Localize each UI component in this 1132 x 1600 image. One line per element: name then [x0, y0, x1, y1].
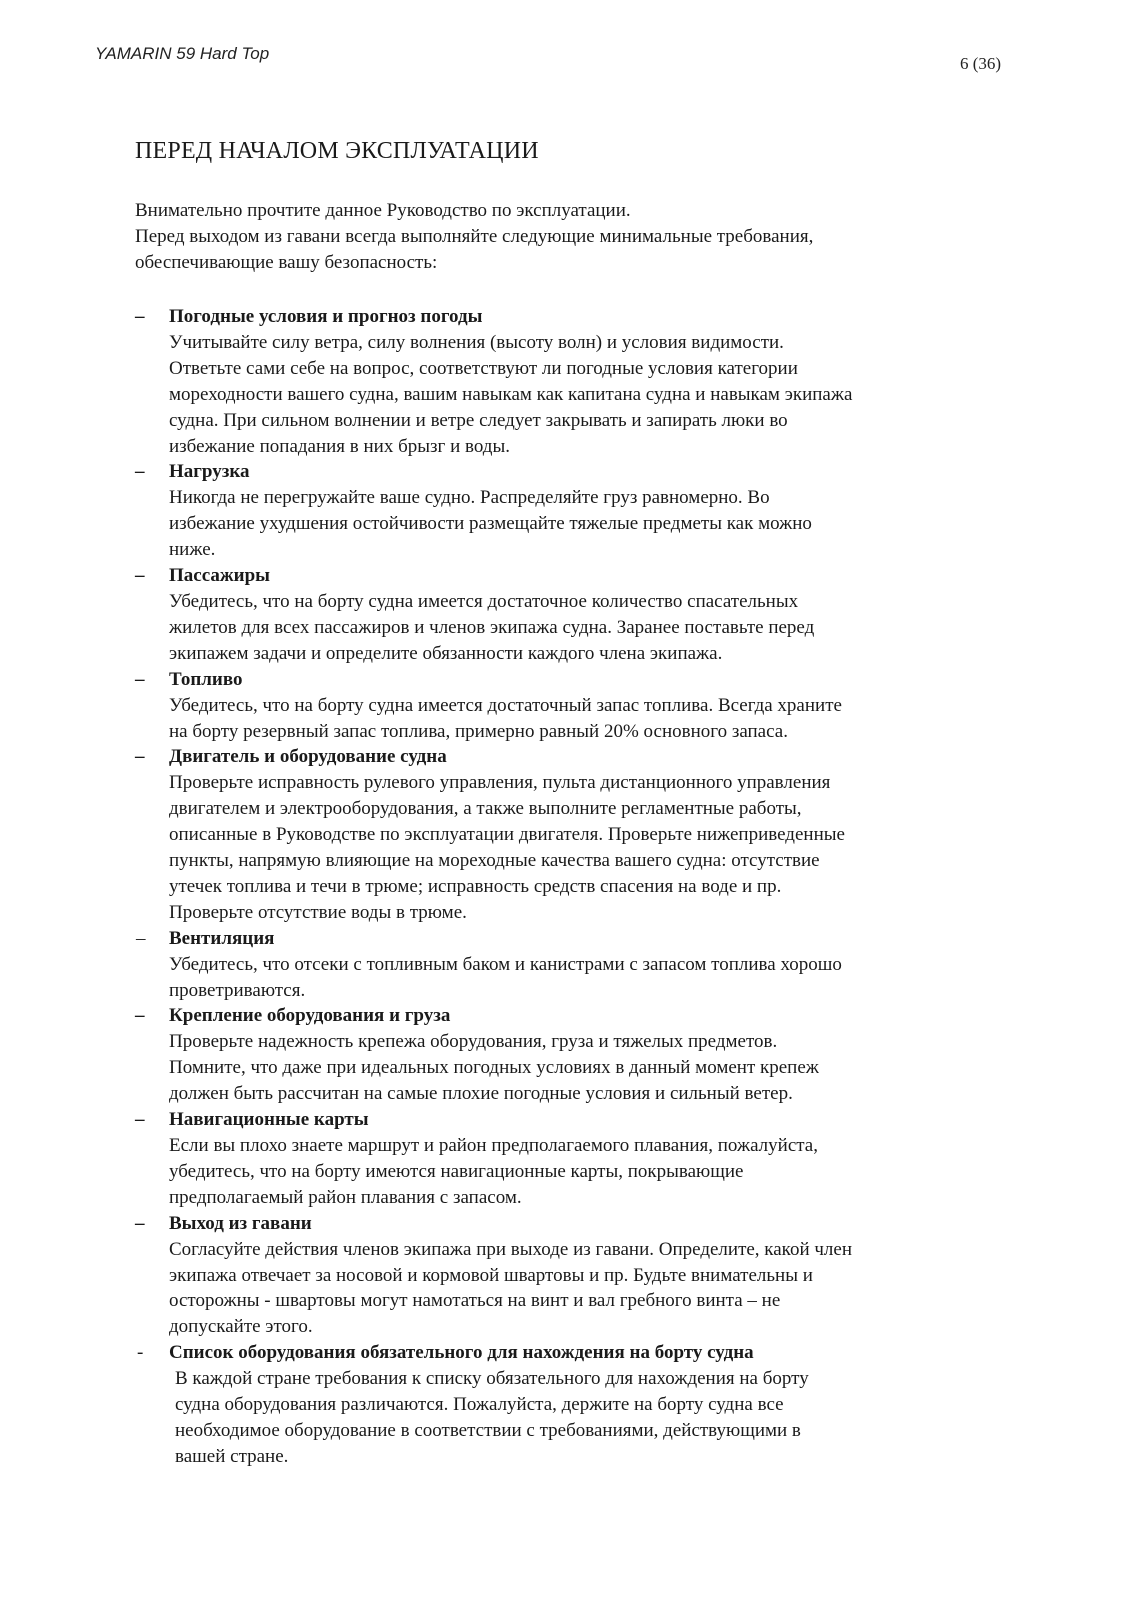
bullet-dash: –	[135, 1212, 145, 1234]
list-item-passengers	[135, 563, 852, 667]
item-title: Навигационные карты	[169, 1109, 369, 1131]
list-item-securing	[135, 1003, 852, 1107]
item-title: Нагрузка	[169, 461, 250, 483]
item-text	[169, 589, 852, 667]
text-line: описанные в Руководстве по эксплуатации двигателя. Проверьте нижеприведенные	[169, 824, 845, 846]
item-text	[169, 693, 852, 745]
text-line: Проверьте надежность крепежа оборудования, груза и тяжелых предметов.	[169, 1031, 778, 1053]
list-item-load	[135, 459, 852, 563]
list-item-departure	[135, 1211, 852, 1341]
item-text	[169, 1366, 852, 1470]
item-text	[169, 952, 852, 1004]
text-line: необходимое оборудование в соответствии с требованиями, действующими в	[175, 1419, 801, 1441]
text-line: Убедитесь, что на борту судна имеется достаточное количество спасательных	[169, 590, 799, 612]
intro-line: обеспечивающие вашу безопасность:	[135, 252, 438, 273]
item-title: Вентиляция	[169, 927, 275, 949]
item-title: Топливо	[169, 668, 243, 690]
list-item-charts	[135, 1107, 852, 1211]
bullet-hyphen: -	[137, 1342, 144, 1364]
bullet-dash: –	[135, 1005, 145, 1027]
bullet-dash: –	[135, 746, 145, 768]
bullet-dash: –	[135, 668, 145, 690]
document-title: YAMARIN 59 Hard Top	[95, 44, 270, 63]
item-text	[169, 1133, 852, 1211]
text-line: двигателем и электрооборудования, а также выполните регламентные работы,	[169, 798, 802, 820]
text-line: избежание ухудшения остойчивости размещайте тяжелые предметы как можно	[169, 513, 812, 535]
item-text	[169, 770, 852, 925]
text-line: Проверьте отсутствие воды в трюме.	[169, 901, 467, 923]
text-line: Проверьте исправность рулевого управления, пульта дистанционного управления	[169, 772, 831, 794]
text-line: Никогда не перегружайте ваше судно. Распределяйте груз равномерно. Во	[169, 487, 770, 509]
text-line: избежание попадания в них брызг и воды.	[169, 435, 510, 457]
bullet-dash: –	[135, 461, 145, 483]
text-line: экипажем задачи и определите обязанности каждого члена экипажа.	[169, 642, 723, 664]
text-line: проветриваются.	[169, 979, 306, 1001]
list-item-ventilation	[135, 926, 852, 1004]
item-text	[169, 485, 852, 563]
text-line: убедитесь, что на борту имеются навигационные карты, покрывающие	[169, 1160, 744, 1182]
text-line: Убедитесь, что на борту судна имеется достаточный запас топлива. Всегда храните	[169, 694, 842, 716]
item-title: Пассажиры	[169, 565, 271, 587]
item-title: Двигатель и оборудование судна	[169, 746, 447, 768]
item-text	[169, 1029, 852, 1107]
text-line: экипажа отвечает за носовой и кормовой швартовы и пр. Будьте внимательны и	[169, 1264, 813, 1286]
text-line: допускайте этого.	[169, 1316, 313, 1338]
text-line: утечек топлива и течи в трюме; исправность средств спасения на воде и пр.	[169, 875, 782, 897]
bullet-dash: –	[136, 927, 146, 949]
bullet-dash: –	[135, 565, 145, 587]
text-line: Ответьте сами себе на вопрос, соответствуют ли погодные условия категории	[169, 357, 798, 379]
text-line: Если вы плохо знаете маршрут и район предполагаемого плавания, пожалуйста,	[169, 1135, 818, 1156]
text-line: В каждой стране требования к списку обязательного для нахождения на борту	[175, 1368, 809, 1390]
text-line: должен быть рассчитан на самые плохие погодные условия и сильный ветер.	[169, 1083, 793, 1105]
text-line: ниже.	[169, 539, 216, 561]
text-line: пункты, напрямую влияющие на мореходные качества вашего судна: отсутствие	[169, 850, 820, 872]
intro-line: Перед выходом из гавани всегда выполняйте следующие минимальные требования,	[135, 226, 814, 247]
text-line: на борту резервный запас топлива, примерно равный 20% основного запаса.	[169, 720, 788, 742]
section-title: ПЕРЕД НАЧАЛОМ ЭКСПЛУАТАЦИИ	[135, 138, 539, 164]
text-line: Учитывайте силу ветра, силу волнения (высоту волн) и условия видимости.	[169, 331, 784, 353]
list-item-equipment	[135, 1340, 852, 1470]
text-line: осторожны - швартовы могут намотаться на винт и вал гребного винта – не	[169, 1290, 781, 1312]
requirements-list	[135, 304, 852, 1470]
list-item-fuel	[135, 667, 852, 745]
intro-line: Внимательно прочтите данное Руководство по эксплуатации.	[135, 200, 631, 221]
text-line: Убедитесь, что отсеки с топливным баком и канистрами с запасом топлива хорошо	[169, 953, 842, 975]
bullet-dash: –	[135, 1109, 145, 1131]
item-title: Выход из гавани	[169, 1212, 312, 1234]
page-number: 6 (36)	[960, 54, 1002, 73]
list-item-engine	[135, 744, 852, 925]
text-line: вашей стране.	[175, 1445, 289, 1467]
item-text	[169, 330, 852, 460]
text-line: Помните, что даже при идеальных погодных условиях в данный момент крепеж	[169, 1057, 819, 1079]
text-line: жилетов для всех пассажиров и членов экипажа судна. Заранее поставьте перед	[169, 616, 815, 638]
text-line: мореходности вашего судна, вашим навыкам как капитана судна и навыкам экипажа	[169, 383, 853, 405]
item-title: Погодные условия и прогноз погоды	[169, 306, 483, 327]
intro-paragraph	[135, 198, 813, 276]
item-title: Крепление оборудования и груза	[169, 1005, 451, 1027]
text-line: предполагаемый район плавания с запасом.	[169, 1186, 522, 1208]
list-item-weather	[135, 304, 852, 459]
item-title: Список оборудования обязательного для нахождения на борту судна	[169, 1342, 754, 1364]
text-line: Согласуйте действия членов экипажа при выходе из гавани. Определите, какой член	[169, 1238, 853, 1260]
item-text	[169, 1237, 852, 1341]
bullet-dash: –	[135, 306, 145, 327]
text-line: судна оборудования различаются. Пожалуйста, держите на борту судна все	[175, 1394, 784, 1416]
text-line: судна. При сильном волнении и ветре следует закрывать и запирать люки во	[169, 409, 788, 431]
